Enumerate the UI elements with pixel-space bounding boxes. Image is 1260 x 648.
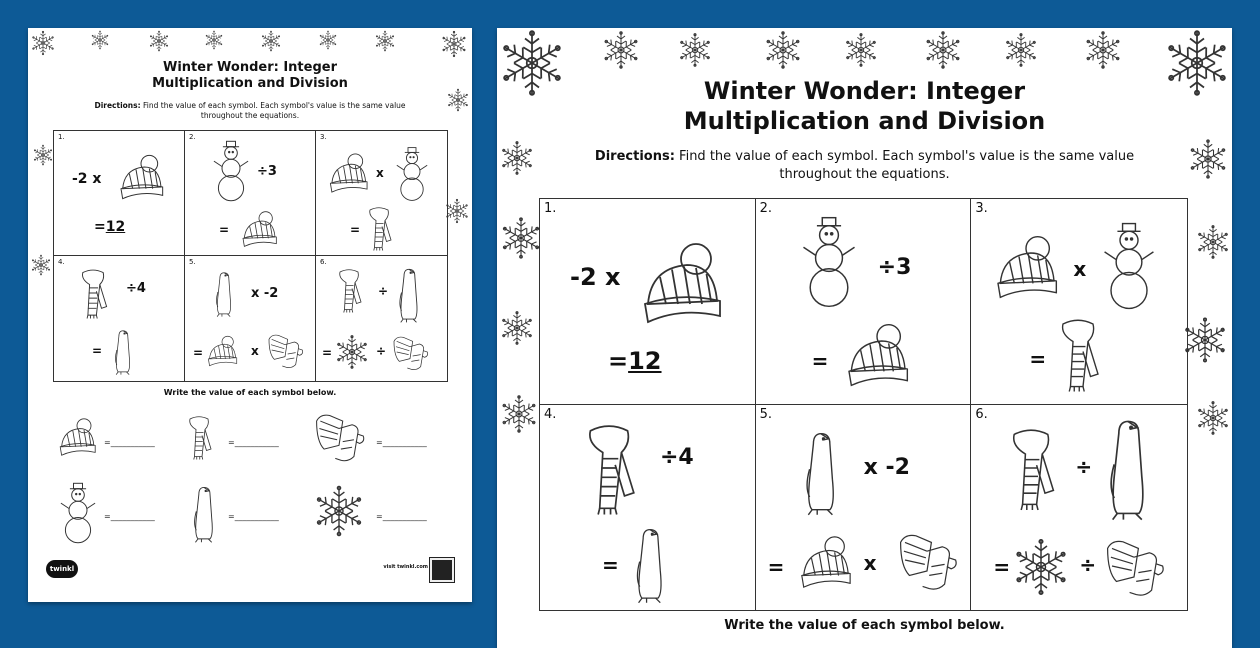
snowman-icon bbox=[396, 145, 428, 203]
problem-number: 4. bbox=[544, 406, 557, 422]
equation-text: ÷3 bbox=[877, 255, 912, 280]
equation-text: ÷4 bbox=[126, 281, 146, 296]
equals-sign: = bbox=[602, 552, 619, 577]
problem-cell bbox=[756, 199, 972, 405]
snowflake-icon bbox=[1195, 400, 1231, 436]
equation-text: x -2 bbox=[863, 454, 910, 480]
equals-sign: = bbox=[811, 349, 829, 373]
penguin-icon bbox=[190, 484, 218, 544]
problem-grid bbox=[53, 130, 448, 382]
hat-icon bbox=[56, 414, 98, 460]
problem-cell bbox=[316, 131, 447, 256]
snowflake-icon bbox=[30, 254, 52, 276]
brand-logo[interactable]: twinkl bbox=[46, 560, 78, 578]
result-value: 12 bbox=[628, 347, 662, 375]
equals-sign: = bbox=[322, 346, 333, 360]
problem-number: 3. bbox=[975, 201, 988, 216]
equation-text: x -2 bbox=[251, 286, 279, 301]
website-link[interactable]: visit twinkl.com bbox=[383, 564, 428, 570]
result-value: 12 bbox=[105, 219, 126, 235]
directions: Directions: Find the value of each symbol. Each symbol's value is the same value throughout the equations. bbox=[94, 101, 406, 121]
write-title: Write the value of each symbol below. bbox=[163, 388, 337, 397]
problem-cell bbox=[185, 131, 316, 256]
page-title: Winter Wonder: Integer Multiplication and Division bbox=[152, 60, 348, 92]
snowflake-icon bbox=[90, 30, 110, 50]
scarf-icon bbox=[334, 266, 364, 314]
operator-sign: ÷ bbox=[1079, 552, 1097, 577]
hat-icon bbox=[991, 229, 1061, 305]
snowflake-icon bbox=[1187, 138, 1229, 180]
problem-number: 2. bbox=[759, 201, 773, 216]
equation-text: -2 x bbox=[72, 171, 102, 187]
snowflake-icon bbox=[923, 30, 963, 70]
problem-cell bbox=[540, 405, 756, 611]
snowflake-icon bbox=[312, 484, 366, 538]
snowflake-icon bbox=[318, 30, 338, 50]
equals-sign: = bbox=[993, 554, 1011, 579]
problem-number: 1. bbox=[544, 201, 557, 216]
snowflake-icon bbox=[204, 30, 224, 50]
problem-cell bbox=[971, 405, 1187, 611]
scarf-icon bbox=[184, 408, 214, 466]
problem-cell bbox=[185, 256, 316, 381]
problem-number: 1. bbox=[58, 133, 65, 141]
scarf-icon bbox=[76, 266, 110, 320]
gloves-icon bbox=[308, 408, 370, 464]
hat-icon bbox=[116, 149, 166, 205]
page-title: Winter Wonder: Integer Multiplication and Division bbox=[683, 77, 1046, 135]
answer-blank[interactable]: =___________ bbox=[228, 438, 279, 447]
snowman-icon bbox=[60, 480, 96, 546]
equation-text: -2 x bbox=[570, 263, 621, 291]
snowflake-icon bbox=[334, 334, 370, 370]
problem-number: 4. bbox=[58, 258, 65, 266]
scarf-icon bbox=[364, 205, 394, 251]
hat-icon bbox=[636, 235, 726, 331]
penguin-icon bbox=[632, 525, 668, 605]
equals-sign: = bbox=[193, 346, 204, 360]
answer-blank[interactable]: =___________ bbox=[376, 512, 427, 521]
write-title: Write the value of each symbol below. bbox=[724, 618, 1005, 633]
footer bbox=[46, 558, 454, 580]
equals-sign: = bbox=[219, 223, 230, 237]
snowman-icon bbox=[1101, 221, 1157, 311]
problem-number: 5. bbox=[759, 406, 773, 422]
problem-number: 2. bbox=[189, 133, 196, 141]
equals-sign: = bbox=[350, 223, 361, 237]
equation-text: ÷ bbox=[378, 284, 389, 298]
snowflake-icon bbox=[32, 144, 54, 166]
problem-number: 6. bbox=[975, 406, 988, 422]
snowflake-icon bbox=[843, 32, 879, 68]
snowflake-icon bbox=[1181, 316, 1229, 364]
gloves-icon bbox=[265, 330, 305, 370]
equation-text: x bbox=[1073, 257, 1087, 281]
problem-cell bbox=[54, 256, 185, 381]
scarf-icon bbox=[1053, 315, 1103, 393]
directions: Directions: Find the value of each symbol. Each symbol's value is the same value throughout the equations. bbox=[594, 149, 1135, 182]
snowflake-icon bbox=[763, 30, 803, 70]
worksheet-preview[interactable] bbox=[497, 28, 1232, 648]
problem-cell bbox=[316, 256, 447, 381]
snowflake-icon bbox=[601, 30, 641, 70]
problem-number: 3. bbox=[320, 133, 327, 141]
problem-number: 5. bbox=[189, 258, 196, 266]
gloves-icon bbox=[894, 527, 960, 593]
scarf-icon bbox=[578, 421, 640, 515]
equation-text: ÷3 bbox=[257, 164, 277, 179]
equation-text: x bbox=[376, 166, 384, 180]
qr-code bbox=[430, 558, 454, 582]
operator-sign: x bbox=[863, 550, 877, 575]
operator-sign: ÷ bbox=[376, 344, 387, 358]
hat-icon bbox=[796, 531, 854, 593]
gloves-icon bbox=[390, 332, 430, 372]
snowflake-icon bbox=[499, 216, 543, 260]
equation-text: ÷ bbox=[1075, 454, 1093, 479]
snowflake-icon bbox=[1003, 32, 1039, 68]
problem-cell bbox=[54, 131, 185, 256]
equals-sign: = bbox=[1029, 347, 1047, 371]
worksheet-thumbnail[interactable] bbox=[28, 28, 472, 602]
snowman-icon bbox=[213, 139, 249, 203]
penguin-icon bbox=[802, 427, 840, 519]
answer-blank[interactable]: =___________ bbox=[228, 512, 279, 521]
snowflake-icon bbox=[1083, 30, 1123, 70]
snowflake-icon bbox=[148, 30, 170, 52]
snowflake-icon bbox=[499, 140, 535, 176]
problem-grid bbox=[539, 198, 1188, 611]
penguin-icon bbox=[213, 270, 235, 318]
scarf-icon bbox=[1003, 425, 1059, 511]
snowflake-icon bbox=[374, 30, 396, 52]
snowflake-icon bbox=[440, 30, 468, 58]
equals-sign: = bbox=[767, 554, 785, 579]
hat-icon bbox=[205, 332, 239, 370]
answer-blank[interactable]: =___________ bbox=[104, 512, 155, 521]
equals-sign: = bbox=[608, 347, 629, 375]
hat-icon bbox=[239, 207, 279, 251]
penguin-icon bbox=[1105, 415, 1151, 523]
problem-number: 6. bbox=[320, 258, 327, 266]
hat-icon bbox=[842, 317, 912, 393]
equation-text: ÷4 bbox=[660, 444, 694, 470]
hat-icon bbox=[326, 149, 370, 197]
answer-blank[interactable]: =___________ bbox=[376, 438, 427, 447]
penguin-icon bbox=[112, 328, 134, 376]
problem-cell bbox=[540, 199, 756, 405]
problem-cell bbox=[971, 199, 1187, 405]
operator-sign: x bbox=[251, 344, 259, 358]
equals-sign: = bbox=[92, 344, 103, 358]
snowflake-icon bbox=[499, 310, 535, 346]
snowflake-icon bbox=[30, 30, 56, 56]
equals-sign: = bbox=[94, 219, 106, 235]
snowflake-icon bbox=[260, 30, 282, 52]
gloves-icon bbox=[1101, 533, 1167, 599]
penguin-icon bbox=[396, 266, 422, 324]
problem-cell bbox=[756, 405, 972, 611]
snowman-icon bbox=[800, 215, 858, 309]
snowflake-icon bbox=[677, 32, 713, 68]
snowflake-icon bbox=[499, 394, 539, 434]
snowflake-icon bbox=[1195, 224, 1231, 260]
answer-blank[interactable]: =___________ bbox=[104, 438, 155, 447]
snowflake-icon bbox=[1011, 537, 1071, 597]
